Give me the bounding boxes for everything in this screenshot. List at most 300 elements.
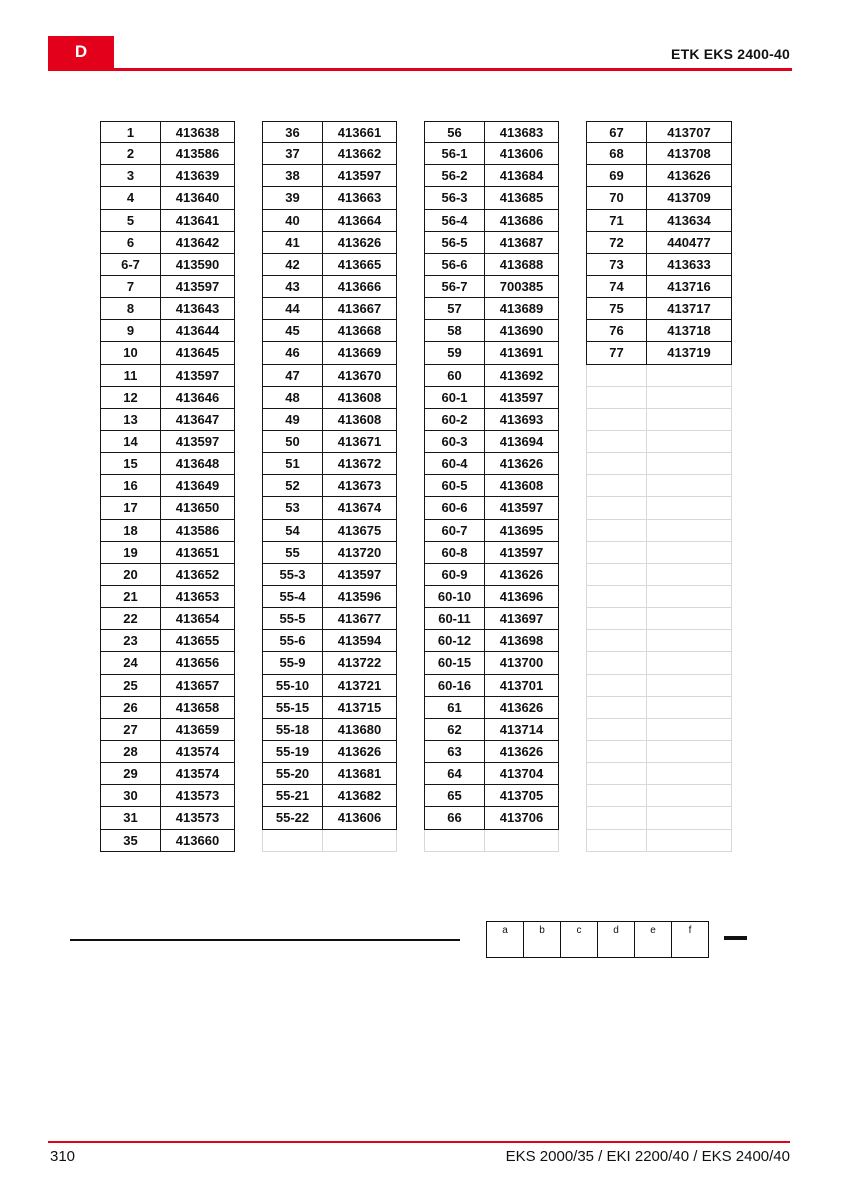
- position-cell: [262, 830, 322, 852]
- part-number-cell: 413705: [484, 785, 559, 807]
- table-row: [424, 475, 559, 497]
- position-cell: [586, 564, 646, 586]
- table-row: [424, 586, 559, 608]
- table-row: [100, 785, 235, 807]
- table-row: [100, 276, 235, 298]
- position-cell: 50: [262, 431, 322, 453]
- part-number-cell: 413650: [160, 497, 235, 519]
- empty-row: [586, 630, 732, 652]
- empty-row: [586, 586, 732, 608]
- part-number-cell: 413594: [322, 630, 397, 652]
- table-row: [100, 763, 235, 785]
- position-cell: 56-7: [424, 276, 484, 298]
- position-cell: 59: [424, 342, 484, 364]
- position-cell: 12: [100, 387, 160, 409]
- part-number-cell: 413668: [322, 320, 397, 342]
- table-row: [100, 342, 235, 364]
- position-cell: 26: [100, 697, 160, 719]
- empty-row: [586, 431, 732, 453]
- position-cell: 4: [100, 187, 160, 209]
- position-cell: 60-9: [424, 564, 484, 586]
- legend-dash: [724, 936, 747, 940]
- part-number-cell: 413626: [646, 165, 732, 187]
- position-cell: [586, 475, 646, 497]
- position-cell: 21: [100, 586, 160, 608]
- empty-row: [586, 608, 732, 630]
- part-number-cell: [646, 630, 732, 652]
- position-cell: 55-15: [262, 697, 322, 719]
- part-number-cell: 413695: [484, 520, 559, 542]
- table-row: [262, 475, 397, 497]
- table-row: [262, 387, 397, 409]
- part-number-cell: [646, 365, 732, 387]
- empty-row: [586, 365, 732, 387]
- part-number-cell: 413606: [484, 143, 559, 165]
- table-row: [100, 165, 235, 187]
- legend-cell-a: a: [486, 921, 524, 958]
- part-number-cell: 413648: [160, 453, 235, 475]
- part-number-cell: 413674: [322, 497, 397, 519]
- table-row: [100, 652, 235, 674]
- empty-row: [586, 719, 732, 741]
- position-cell: 35: [100, 830, 160, 852]
- part-number-cell: 413708: [646, 143, 732, 165]
- position-cell: 20: [100, 564, 160, 586]
- part-number-cell: [646, 475, 732, 497]
- header-rule: [48, 68, 792, 71]
- legend-line-left: [70, 939, 460, 941]
- part-number-cell: 413656: [160, 652, 235, 674]
- position-cell: 57: [424, 298, 484, 320]
- position-cell: 55: [262, 542, 322, 564]
- position-cell: [586, 497, 646, 519]
- part-number-cell: 413596: [322, 586, 397, 608]
- part-number-cell: [646, 785, 732, 807]
- position-cell: [586, 652, 646, 674]
- part-number-cell: 413652: [160, 564, 235, 586]
- position-cell: [586, 409, 646, 431]
- part-number-cell: 413653: [160, 586, 235, 608]
- position-cell: [586, 763, 646, 785]
- position-cell: 55-10: [262, 675, 322, 697]
- part-number-cell: 413574: [160, 763, 235, 785]
- empty-row: [586, 785, 732, 807]
- table-row: [424, 785, 559, 807]
- table-row: [100, 830, 235, 852]
- position-cell: [586, 741, 646, 763]
- position-cell: 45: [262, 320, 322, 342]
- empty-row: [586, 652, 732, 674]
- table-row: [262, 232, 397, 254]
- part-number-cell: 413696: [484, 586, 559, 608]
- part-number-cell: 413704: [484, 763, 559, 785]
- table-row: [586, 342, 732, 364]
- part-number-cell: 413626: [484, 453, 559, 475]
- empty-row: [586, 409, 732, 431]
- part-number-cell: 413574: [160, 741, 235, 763]
- empty-row: [586, 497, 732, 519]
- position-cell: 56-4: [424, 210, 484, 232]
- table-row: [424, 542, 559, 564]
- position-cell: 30: [100, 785, 160, 807]
- table-row: [262, 608, 397, 630]
- position-cell: 36: [262, 121, 322, 143]
- table-row: [424, 409, 559, 431]
- empty-row: [586, 830, 732, 852]
- position-cell: 72: [586, 232, 646, 254]
- position-cell: 14: [100, 431, 160, 453]
- part-number-cell: [646, 453, 732, 475]
- part-number-cell: 413681: [322, 763, 397, 785]
- table-row: [424, 564, 559, 586]
- position-cell: [586, 785, 646, 807]
- part-number-cell: [646, 652, 732, 674]
- part-number-cell: 413657: [160, 675, 235, 697]
- position-cell: [586, 586, 646, 608]
- table-row: [424, 276, 559, 298]
- part-number-cell: 413626: [484, 564, 559, 586]
- position-cell: 60: [424, 365, 484, 387]
- table-row: [100, 409, 235, 431]
- table-row: [424, 652, 559, 674]
- empty-row: [586, 564, 732, 586]
- table-row: [586, 298, 732, 320]
- position-cell: [586, 807, 646, 829]
- part-number-cell: 413706: [484, 807, 559, 829]
- table-row: [424, 365, 559, 387]
- position-cell: 6-7: [100, 254, 160, 276]
- empty-row: [586, 763, 732, 785]
- table-row: [424, 342, 559, 364]
- part-number-cell: 413654: [160, 608, 235, 630]
- position-cell: 55-3: [262, 564, 322, 586]
- part-number-cell: 413626: [484, 697, 559, 719]
- empty-row: [586, 542, 732, 564]
- table-row: [586, 165, 732, 187]
- table-row: [424, 719, 559, 741]
- position-cell: [586, 719, 646, 741]
- part-number-cell: 413697: [484, 608, 559, 630]
- table-row: [424, 298, 559, 320]
- part-number-cell: 413669: [322, 342, 397, 364]
- position-cell: 55-5: [262, 608, 322, 630]
- table-row: [262, 542, 397, 564]
- position-cell: 60-3: [424, 431, 484, 453]
- table-row: [100, 520, 235, 542]
- position-cell: 48: [262, 387, 322, 409]
- table-row: [262, 453, 397, 475]
- table-row: [100, 475, 235, 497]
- page-number: 310: [50, 1148, 76, 1165]
- part-number-cell: 413663: [322, 187, 397, 209]
- part-number-cell: 413672: [322, 453, 397, 475]
- position-cell: 1: [100, 121, 160, 143]
- part-number-cell: [646, 807, 732, 829]
- part-number-cell: 413586: [160, 143, 235, 165]
- table-row: [424, 741, 559, 763]
- empty-row: [586, 387, 732, 409]
- table-row: [100, 387, 235, 409]
- position-cell: 40: [262, 210, 322, 232]
- table-row: [262, 719, 397, 741]
- part-number-cell: 413640: [160, 187, 235, 209]
- position-cell: 46: [262, 342, 322, 364]
- part-number-cell: 413707: [646, 121, 732, 143]
- position-cell: 47: [262, 365, 322, 387]
- table-row: [586, 320, 732, 342]
- position-cell: 18: [100, 520, 160, 542]
- position-cell: 55-9: [262, 652, 322, 674]
- part-number-cell: 413687: [484, 232, 559, 254]
- part-number-cell: 413684: [484, 165, 559, 187]
- part-number-cell: 413693: [484, 409, 559, 431]
- part-number-cell: 413673: [322, 475, 397, 497]
- position-cell: [586, 387, 646, 409]
- table-row: [100, 320, 235, 342]
- part-number-cell: 413633: [646, 254, 732, 276]
- table-row: [100, 210, 235, 232]
- part-number-cell: 413597: [160, 431, 235, 453]
- part-number-cell: 413709: [646, 187, 732, 209]
- part-number-cell: 413597: [484, 497, 559, 519]
- position-cell: 28: [100, 741, 160, 763]
- part-number-cell: 413655: [160, 630, 235, 652]
- position-cell: 55-19: [262, 741, 322, 763]
- parts-table-1: [100, 121, 235, 852]
- part-number-cell: 413683: [484, 121, 559, 143]
- position-cell: 76: [586, 320, 646, 342]
- part-number-cell: 413597: [484, 387, 559, 409]
- table-row: [100, 697, 235, 719]
- part-number-cell: 413597: [160, 276, 235, 298]
- position-cell: 38: [262, 165, 322, 187]
- position-cell: 27: [100, 719, 160, 741]
- position-cell: 55-4: [262, 586, 322, 608]
- table-row: [100, 298, 235, 320]
- position-cell: 49: [262, 409, 322, 431]
- position-cell: [586, 630, 646, 652]
- position-cell: 55-21: [262, 785, 322, 807]
- position-cell: 23: [100, 630, 160, 652]
- table-row: [100, 497, 235, 519]
- part-number-cell: 413658: [160, 697, 235, 719]
- part-number-cell: 413698: [484, 630, 559, 652]
- part-number-cell: 413670: [322, 365, 397, 387]
- parts-table-4: [586, 121, 732, 852]
- position-cell: 55-22: [262, 807, 322, 829]
- position-cell: 58: [424, 320, 484, 342]
- table-row: [100, 807, 235, 829]
- parts-table-2: [262, 121, 397, 852]
- part-number-cell: 440477: [646, 232, 732, 254]
- table-row: [424, 143, 559, 165]
- position-cell: 22: [100, 608, 160, 630]
- position-cell: 55-18: [262, 719, 322, 741]
- position-cell: 69: [586, 165, 646, 187]
- position-cell: 70: [586, 187, 646, 209]
- table-row: [262, 807, 397, 829]
- position-cell: [586, 697, 646, 719]
- position-cell: 55-6: [262, 630, 322, 652]
- part-number-cell: 413661: [322, 121, 397, 143]
- table-row: [100, 232, 235, 254]
- table-row: [100, 187, 235, 209]
- part-number-cell: [646, 520, 732, 542]
- table-row: [262, 210, 397, 232]
- part-number-cell: 413685: [484, 187, 559, 209]
- footer-rule: [48, 1141, 790, 1143]
- table-row: [262, 365, 397, 387]
- position-cell: 13: [100, 409, 160, 431]
- position-cell: 56-3: [424, 187, 484, 209]
- position-cell: [586, 608, 646, 630]
- part-number-cell: [322, 830, 397, 852]
- table-row: [424, 431, 559, 453]
- position-cell: 16: [100, 475, 160, 497]
- empty-row: [586, 475, 732, 497]
- part-number-cell: 413638: [160, 121, 235, 143]
- table-row: [262, 187, 397, 209]
- part-number-cell: 413688: [484, 254, 559, 276]
- part-number-cell: 413721: [322, 675, 397, 697]
- table-row: [262, 342, 397, 364]
- position-cell: 19: [100, 542, 160, 564]
- table-row: [100, 741, 235, 763]
- table-row: [262, 254, 397, 276]
- part-number-cell: 413649: [160, 475, 235, 497]
- table-row: [262, 143, 397, 165]
- table-row: [100, 564, 235, 586]
- table-row: [100, 365, 235, 387]
- part-number-cell: 413647: [160, 409, 235, 431]
- position-cell: 60-10: [424, 586, 484, 608]
- legend-cell-d: d: [597, 921, 635, 958]
- part-number-cell: 413626: [484, 741, 559, 763]
- table-row: [586, 254, 732, 276]
- position-cell: 71: [586, 210, 646, 232]
- part-number-cell: [646, 830, 732, 852]
- part-number-cell: 413722: [322, 652, 397, 674]
- part-number-cell: 413692: [484, 365, 559, 387]
- part-number-cell: 413664: [322, 210, 397, 232]
- table-row: [100, 431, 235, 453]
- table-row: [262, 675, 397, 697]
- part-number-cell: 413690: [484, 320, 559, 342]
- part-number-cell: 413634: [646, 210, 732, 232]
- table-row: [424, 497, 559, 519]
- part-number-cell: 413651: [160, 542, 235, 564]
- empty-row: [262, 830, 397, 852]
- part-number-cell: 413701: [484, 675, 559, 697]
- table-row: [262, 652, 397, 674]
- part-number-cell: 413665: [322, 254, 397, 276]
- table-row: [262, 564, 397, 586]
- position-cell: 24: [100, 652, 160, 674]
- table-row: [586, 187, 732, 209]
- part-number-cell: 413716: [646, 276, 732, 298]
- table-row: [262, 497, 397, 519]
- table-row: [100, 630, 235, 652]
- table-row: [100, 143, 235, 165]
- table-row: [100, 675, 235, 697]
- footer-models: EKS 2000/35 / EKI 2200/40 / EKS 2400/40: [505, 1148, 790, 1165]
- part-number-cell: 413608: [322, 409, 397, 431]
- position-cell: 53: [262, 497, 322, 519]
- part-number-cell: 413642: [160, 232, 235, 254]
- table-row: [100, 719, 235, 741]
- part-number-cell: 413644: [160, 320, 235, 342]
- position-cell: 68: [586, 143, 646, 165]
- position-cell: 56-5: [424, 232, 484, 254]
- part-number-cell: 413677: [322, 608, 397, 630]
- part-number-cell: 413597: [322, 564, 397, 586]
- table-row: [586, 143, 732, 165]
- table-row: [586, 210, 732, 232]
- position-cell: 3: [100, 165, 160, 187]
- part-number-cell: 700385: [484, 276, 559, 298]
- part-number-cell: 413660: [160, 830, 235, 852]
- position-cell: [586, 675, 646, 697]
- part-number-cell: 413597: [322, 165, 397, 187]
- part-number-cell: 413682: [322, 785, 397, 807]
- table-row: [424, 320, 559, 342]
- table-row: [100, 453, 235, 475]
- part-number-cell: 413573: [160, 785, 235, 807]
- part-number-cell: 413662: [322, 143, 397, 165]
- part-number-cell: 413643: [160, 298, 235, 320]
- position-cell: 54: [262, 520, 322, 542]
- part-number-cell: 413606: [322, 807, 397, 829]
- table-row: [424, 210, 559, 232]
- part-number-cell: 413720: [322, 542, 397, 564]
- position-cell: [586, 431, 646, 453]
- legend-cell-f: f: [671, 921, 709, 958]
- table-row: [262, 741, 397, 763]
- table-row: [262, 276, 397, 298]
- part-number-cell: 413646: [160, 387, 235, 409]
- position-cell: 37: [262, 143, 322, 165]
- position-cell: [586, 520, 646, 542]
- legend-cell-e: e: [634, 921, 672, 958]
- legend-cell-b: b: [523, 921, 561, 958]
- position-cell: [586, 365, 646, 387]
- table-row: [424, 763, 559, 785]
- position-cell: 42: [262, 254, 322, 276]
- position-cell: 60-2: [424, 409, 484, 431]
- position-cell: [424, 830, 484, 852]
- table-row: [262, 520, 397, 542]
- table-row: [424, 520, 559, 542]
- table-row: [262, 298, 397, 320]
- table-row: [100, 542, 235, 564]
- table-row: [424, 697, 559, 719]
- legend-table: [486, 921, 709, 958]
- part-number-cell: 413608: [484, 475, 559, 497]
- position-cell: [586, 830, 646, 852]
- position-cell: 61: [424, 697, 484, 719]
- part-number-cell: 413694: [484, 431, 559, 453]
- position-cell: 2: [100, 143, 160, 165]
- position-cell: 75: [586, 298, 646, 320]
- position-cell: 65: [424, 785, 484, 807]
- table-row: [586, 121, 732, 143]
- part-number-cell: 413714: [484, 719, 559, 741]
- position-cell: 60-6: [424, 497, 484, 519]
- part-number-cell: [646, 564, 732, 586]
- position-cell: 62: [424, 719, 484, 741]
- position-cell: 60-5: [424, 475, 484, 497]
- part-number-cell: 413641: [160, 210, 235, 232]
